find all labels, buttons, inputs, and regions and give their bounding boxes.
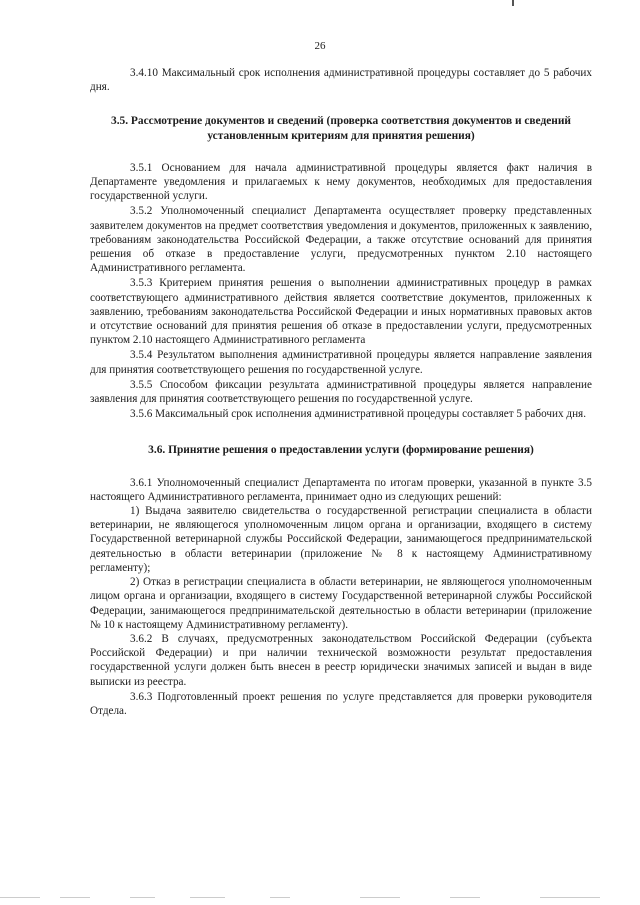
- paragraph-3-5-1: 3.5.1 Основанием для начала административной процедуры является факт наличия в Департаменте уведомления и прилагаемых к нему документов, необходимых для предоставления государственной услуги.: [90, 161, 592, 203]
- document-body: [90, 66, 592, 718]
- paragraph-3-5-2: 3.5.2 Уполномоченный специалист Департамента осуществляет проверку представленных заявителем документов на предмет соответствия уведомления и документов, приложенных к заявлению, требованиям законодательства Российской Федерации, а также отсутствие оснований для принятия решения об отказе в предоставление услуги, предусмотренных пунктом 2.10 настоящего Административного регламента.: [90, 205, 592, 275]
- section-3-5-heading: 3.5. Рассмотрение документов и сведений (проверка соответствия документов и сведений установленным критериям для принятия решения): [111, 115, 571, 142]
- paragraph-3-5-3: 3.5.3 Критерием принятия решения о выполнении административных процедур в рамках соответствующего административного действия является соответствие документов, приложенных к заявлению, требованиям законодательства Российской Федерации и иных нормативных правовых актов и отсутствие оснований для принятия решения об отказе в предоставлении услуги, предусмотренных пунктом 2.10 настоящего Административного регламента: [90, 277, 592, 347]
- intro-paragraph: 3.4.10 Максимальный срок исполнения административной процедуры составляет до 5 рабочих дня.: [90, 67, 592, 94]
- paragraph-3-6-3: 3.6.3 Подготовленный проект решения по услуге представляется для проверки руководителя Отдела.: [90, 690, 592, 717]
- decision-option-1: 1) Выдача заявителю свидетельства о государственной регистрации специалиста в области ветеринарии, не являющегося уполномоченным лицом органа и организации, входящего в систему Государственной ветеринарной службы Российской Федерации, занимающегося предпринимательской деятельностью в области ветеринарии (приложение № 8 к настоящему Административному регламенту);: [90, 505, 592, 574]
- scan-edge-noise: [0, 895, 640, 905]
- paragraph-3-5-6: 3.5.6 Максимальный срок исполнения административной процедуры составляет 5 рабочих дня.: [130, 408, 586, 421]
- paragraph-3-6-1: 3.6.1 Уполномоченный специалист Департамента по итогам проверки, указанной в пункте 3.5 настоящего Административного регламента, принимает одно из следующих решений:: [90, 476, 592, 503]
- scan-mark: [512, 0, 514, 6]
- paragraph-3-5-5: 3.5.5 Способом фиксации результата административной процедуры является направление заявления для принятия соответствующего решения по государственной услуге.: [90, 378, 592, 406]
- paragraph-3-5-4: 3.5.4 Результатом выполнения административной процедуры является направление заявления для принятия соответствующего решения по государственной услуге.: [90, 349, 592, 376]
- page-number: 26: [314, 40, 326, 52]
- section-3-6-heading: 3.6. Принятие решения о предоставлении услуги (формирование решения): [148, 444, 534, 457]
- paragraph-3-6-2: 3.6.2 В случаях, предусмотренных законодательством Российской Федерации (субъекта Российской Федерации) и при наличии технической возможности результат предоставления государственной услуги должен быть внесен в реестр юридически значимых записей и выдан в виде выписки из реестра.: [90, 632, 592, 688]
- decision-option-2: 2) Отказ в регистрации специалиста в области ветеринарии, не являющегося уполномоченным лицом органа и организации, входящего в систему Государственной ветеринарной службы Российской Федерации, занимающегося предпринимательской деятельностью в области ветеринарии (приложение № 10 к настоящему Административному регламенту).: [90, 576, 592, 631]
